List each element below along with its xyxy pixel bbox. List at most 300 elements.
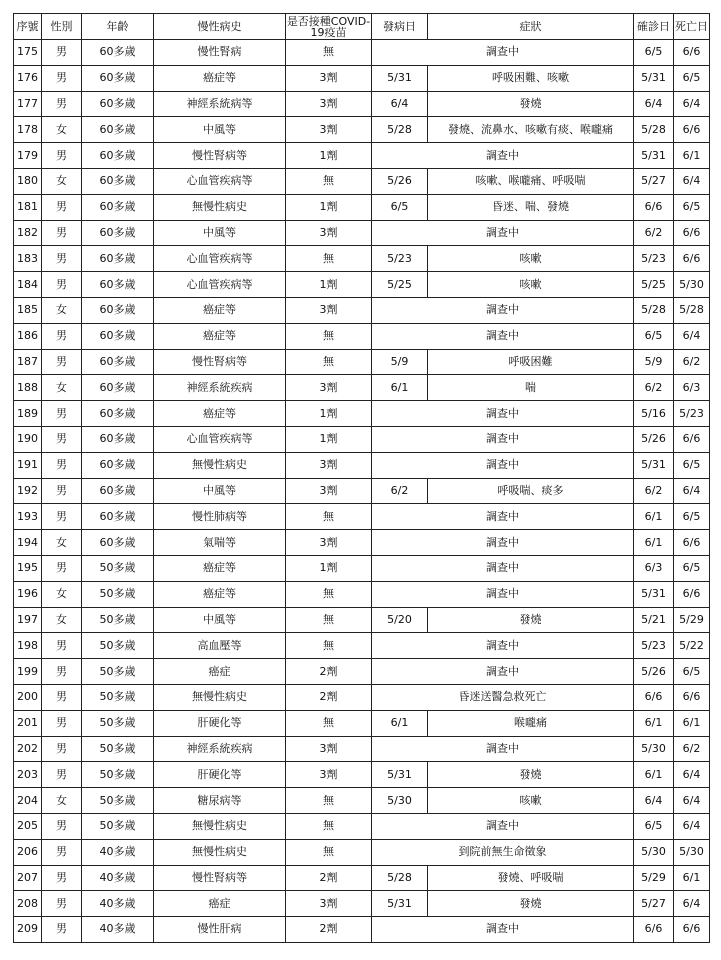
cell-death-date: 6/1 <box>674 865 710 891</box>
table-row <box>14 659 710 685</box>
cell-age: 60多歲 <box>82 220 154 246</box>
table-row <box>14 813 710 839</box>
header-sex: 性別 <box>42 14 82 40</box>
cell-vaccination: 無 <box>286 504 372 530</box>
cell-age: 60多歲 <box>82 452 154 478</box>
cell-death-date: 6/5 <box>674 555 710 581</box>
cell-chronic-history: 癌症等 <box>154 323 286 349</box>
table-row <box>14 555 710 581</box>
cell-age: 50多歲 <box>82 555 154 581</box>
cell-confirmed-date: 5/30 <box>634 736 674 762</box>
cell-serial: 206 <box>14 839 42 865</box>
cell-chronic-history: 癌症 <box>154 891 286 917</box>
cell-death-date: 6/5 <box>674 65 710 91</box>
cell-sex: 女 <box>42 168 82 194</box>
cell-vaccination: 3劑 <box>286 452 372 478</box>
cell-age: 60多歲 <box>82 530 154 556</box>
cell-serial: 189 <box>14 401 42 427</box>
cell-sex: 男 <box>42 684 82 710</box>
cell-vaccination: 3劑 <box>286 375 372 401</box>
cell-death-date: 6/6 <box>674 40 710 66</box>
cell-vaccination: 無 <box>286 323 372 349</box>
cell-sex: 男 <box>42 272 82 298</box>
table-row <box>14 349 710 375</box>
cell-sex: 女 <box>42 607 82 633</box>
table-row <box>14 684 710 710</box>
cell-serial: 185 <box>14 297 42 323</box>
cell-age: 60多歲 <box>82 40 154 66</box>
cell-symptoms: 咳嗽 <box>428 788 634 814</box>
cell-age: 50多歲 <box>82 607 154 633</box>
table-row <box>14 401 710 427</box>
cell-symptoms: 咳嗽 <box>428 272 634 298</box>
cell-chronic-history: 心血管疾病等 <box>154 246 286 272</box>
table-row <box>14 607 710 633</box>
cell-age: 50多歲 <box>82 633 154 659</box>
cell-chronic-history: 心血管疾病等 <box>154 426 286 452</box>
cell-vaccination: 1劑 <box>286 194 372 220</box>
cell-confirmed-date: 5/31 <box>634 581 674 607</box>
cell-serial: 193 <box>14 504 42 530</box>
cell-confirmed-date: 6/2 <box>634 220 674 246</box>
cell-chronic-history: 中風等 <box>154 607 286 633</box>
cell-sex: 男 <box>42 659 82 685</box>
cell-confirmed-date: 5/30 <box>634 839 674 865</box>
cell-symptoms: 到院前無生命徵象 <box>372 839 634 865</box>
cell-symptoms: 調查中 <box>372 220 634 246</box>
cell-serial: 195 <box>14 555 42 581</box>
cell-vaccination: 無 <box>286 246 372 272</box>
cell-symptoms: 調查中 <box>372 426 634 452</box>
cell-vaccination: 1劑 <box>286 401 372 427</box>
cell-vaccination: 3劑 <box>286 478 372 504</box>
cell-symptoms: 調查中 <box>372 659 634 685</box>
cell-confirmed-date: 5/28 <box>634 297 674 323</box>
cell-confirmed-date: 6/6 <box>634 684 674 710</box>
cell-vaccination: 3劑 <box>286 297 372 323</box>
table-row <box>14 839 710 865</box>
cell-serial: 198 <box>14 633 42 659</box>
cell-sex: 男 <box>42 710 82 736</box>
cell-death-date: 6/6 <box>674 581 710 607</box>
cell-vaccination: 1劑 <box>286 272 372 298</box>
table-row <box>14 865 710 891</box>
cell-age: 60多歲 <box>82 504 154 530</box>
cell-sex: 女 <box>42 788 82 814</box>
cell-vaccination: 3劑 <box>286 762 372 788</box>
table-body <box>14 40 710 943</box>
cell-confirmed-date: 6/5 <box>634 40 674 66</box>
cell-serial: 203 <box>14 762 42 788</box>
cell-sex: 男 <box>42 246 82 272</box>
cell-serial: 201 <box>14 710 42 736</box>
cell-symptoms: 發燒、呼吸喘 <box>428 865 634 891</box>
cell-symptoms: 調查中 <box>372 736 634 762</box>
cell-chronic-history: 中風等 <box>154 220 286 246</box>
cell-death-date: 6/4 <box>674 91 710 117</box>
cell-chronic-history: 癌症等 <box>154 401 286 427</box>
cell-sex: 男 <box>42 839 82 865</box>
cell-death-date: 6/2 <box>674 736 710 762</box>
cell-confirmed-date: 6/6 <box>634 917 674 943</box>
cell-symptoms: 調查中 <box>372 581 634 607</box>
cell-death-date: 6/6 <box>674 530 710 556</box>
cell-death-date: 5/23 <box>674 401 710 427</box>
cell-death-date: 6/4 <box>674 168 710 194</box>
cell-chronic-history: 氣喘等 <box>154 530 286 556</box>
cell-symptoms: 調查中 <box>372 555 634 581</box>
cell-sex: 女 <box>42 117 82 143</box>
cell-vaccination: 無 <box>286 168 372 194</box>
cell-chronic-history: 癌症 <box>154 659 286 685</box>
cell-age: 60多歲 <box>82 426 154 452</box>
cell-onset-date: 6/1 <box>372 710 428 736</box>
cell-confirmed-date: 5/31 <box>634 452 674 478</box>
cell-age: 60多歲 <box>82 401 154 427</box>
header-onset-date: 發病日 <box>372 14 428 40</box>
cell-onset-date: 5/9 <box>372 349 428 375</box>
cell-death-date: 6/6 <box>674 246 710 272</box>
cell-vaccination: 3劑 <box>286 891 372 917</box>
cell-death-date: 6/6 <box>674 684 710 710</box>
cell-chronic-history: 心血管疾病等 <box>154 168 286 194</box>
cell-chronic-history: 癌症等 <box>154 297 286 323</box>
cell-vaccination: 1劑 <box>286 143 372 169</box>
cell-death-date: 5/28 <box>674 297 710 323</box>
cell-serial: 204 <box>14 788 42 814</box>
cell-death-date: 6/5 <box>674 452 710 478</box>
death-case-table-container <box>13 13 710 943</box>
cell-sex: 男 <box>42 194 82 220</box>
cell-confirmed-date: 5/16 <box>634 401 674 427</box>
cell-death-date: 6/1 <box>674 143 710 169</box>
cell-age: 60多歲 <box>82 297 154 323</box>
cell-sex: 男 <box>42 865 82 891</box>
cell-age: 40多歲 <box>82 865 154 891</box>
cell-sex: 女 <box>42 375 82 401</box>
cell-age: 60多歲 <box>82 478 154 504</box>
cell-vaccination: 無 <box>286 349 372 375</box>
cell-confirmed-date: 5/27 <box>634 168 674 194</box>
cell-confirmed-date: 5/27 <box>634 891 674 917</box>
table-row <box>14 220 710 246</box>
cell-age: 40多歲 <box>82 839 154 865</box>
cell-confirmed-date: 5/28 <box>634 117 674 143</box>
cell-vaccination: 2劑 <box>286 684 372 710</box>
cell-sex: 男 <box>42 555 82 581</box>
cell-serial: 192 <box>14 478 42 504</box>
cell-chronic-history: 無慢性病史 <box>154 194 286 220</box>
table-row <box>14 530 710 556</box>
cell-vaccination: 1劑 <box>286 426 372 452</box>
cell-age: 60多歲 <box>82 143 154 169</box>
table-row <box>14 91 710 117</box>
cell-symptoms: 喉嚨痛 <box>428 710 634 736</box>
cell-vaccination: 3劑 <box>286 91 372 117</box>
cell-age: 60多歲 <box>82 272 154 298</box>
cell-death-date: 6/5 <box>674 659 710 685</box>
cell-confirmed-date: 6/4 <box>634 91 674 117</box>
cell-death-date: 6/5 <box>674 504 710 530</box>
cell-symptoms: 調查中 <box>372 40 634 66</box>
table-row <box>14 272 710 298</box>
cell-vaccination: 無 <box>286 839 372 865</box>
cell-vaccination: 3劑 <box>286 530 372 556</box>
cell-serial: 205 <box>14 813 42 839</box>
cell-confirmed-date: 6/1 <box>634 762 674 788</box>
cell-chronic-history: 神經系統疾病 <box>154 375 286 401</box>
cell-serial: 182 <box>14 220 42 246</box>
cell-symptoms: 昏迷送醫急救死亡 <box>372 684 634 710</box>
table-row <box>14 736 710 762</box>
cell-confirmed-date: 6/2 <box>634 375 674 401</box>
cell-death-date: 6/4 <box>674 813 710 839</box>
table-row <box>14 891 710 917</box>
header-symptoms: 症狀 <box>428 14 634 40</box>
cell-chronic-history: 慢性肺病等 <box>154 504 286 530</box>
cell-confirmed-date: 5/23 <box>634 246 674 272</box>
cell-age: 60多歲 <box>82 65 154 91</box>
cell-vaccination: 3劑 <box>286 117 372 143</box>
table-row <box>14 117 710 143</box>
cell-serial: 175 <box>14 40 42 66</box>
cell-vaccination: 2劑 <box>286 659 372 685</box>
cell-sex: 男 <box>42 633 82 659</box>
cell-age: 50多歲 <box>82 762 154 788</box>
cell-age: 60多歲 <box>82 91 154 117</box>
cell-chronic-history: 中風等 <box>154 117 286 143</box>
cell-chronic-history: 無慢性病史 <box>154 813 286 839</box>
cell-confirmed-date: 5/26 <box>634 426 674 452</box>
table-row <box>14 452 710 478</box>
cell-serial: 176 <box>14 65 42 91</box>
cell-chronic-history: 癌症等 <box>154 581 286 607</box>
cell-symptoms: 調查中 <box>372 323 634 349</box>
cell-onset-date: 5/23 <box>372 246 428 272</box>
cell-sex: 男 <box>42 401 82 427</box>
cell-death-date: 6/6 <box>674 917 710 943</box>
cell-symptoms: 喘 <box>428 375 634 401</box>
cell-death-date: 6/1 <box>674 710 710 736</box>
cell-age: 50多歲 <box>82 684 154 710</box>
cell-sex: 女 <box>42 297 82 323</box>
header-age: 年齡 <box>82 14 154 40</box>
cell-chronic-history: 慢性腎病等 <box>154 143 286 169</box>
cell-sex: 男 <box>42 504 82 530</box>
cell-symptoms: 調查中 <box>372 917 634 943</box>
cell-chronic-history: 癌症等 <box>154 555 286 581</box>
cell-vaccination: 無 <box>286 710 372 736</box>
cell-symptoms: 調查中 <box>372 297 634 323</box>
cell-sex: 男 <box>42 426 82 452</box>
cell-vaccination: 2劑 <box>286 865 372 891</box>
cell-symptoms: 呼吸困難、咳嗽 <box>428 65 634 91</box>
cell-sex: 男 <box>42 323 82 349</box>
table-row <box>14 633 710 659</box>
cell-sex: 男 <box>42 452 82 478</box>
cell-serial: 208 <box>14 891 42 917</box>
cell-age: 50多歲 <box>82 736 154 762</box>
cell-death-date: 6/5 <box>674 194 710 220</box>
cell-symptoms: 調查中 <box>372 143 634 169</box>
cell-death-date: 6/6 <box>674 426 710 452</box>
cell-sex: 男 <box>42 891 82 917</box>
cell-serial: 199 <box>14 659 42 685</box>
cell-symptoms: 發燒、流鼻水、咳嗽有痰、喉嚨痛 <box>428 117 634 143</box>
cell-serial: 184 <box>14 272 42 298</box>
cell-age: 60多歲 <box>82 168 154 194</box>
cell-symptoms: 呼吸困難 <box>428 349 634 375</box>
table-row <box>14 504 710 530</box>
cell-death-date: 6/6 <box>674 220 710 246</box>
cell-onset-date: 6/4 <box>372 91 428 117</box>
cell-age: 60多歲 <box>82 117 154 143</box>
cell-chronic-history: 癌症等 <box>154 65 286 91</box>
table-row <box>14 323 710 349</box>
cell-onset-date: 5/30 <box>372 788 428 814</box>
cell-symptoms: 調查中 <box>372 633 634 659</box>
cell-symptoms: 發燒 <box>428 891 634 917</box>
cell-serial: 188 <box>14 375 42 401</box>
cell-confirmed-date: 6/5 <box>634 323 674 349</box>
cell-chronic-history: 肝硬化等 <box>154 762 286 788</box>
table-row <box>14 194 710 220</box>
cell-onset-date: 6/1 <box>372 375 428 401</box>
cell-age: 60多歲 <box>82 349 154 375</box>
table-row <box>14 710 710 736</box>
cell-age: 60多歲 <box>82 246 154 272</box>
cell-serial: 177 <box>14 91 42 117</box>
cell-sex: 男 <box>42 143 82 169</box>
cell-chronic-history: 高血壓等 <box>154 633 286 659</box>
cell-serial: 178 <box>14 117 42 143</box>
cell-confirmed-date: 5/26 <box>634 659 674 685</box>
cell-serial: 183 <box>14 246 42 272</box>
cell-serial: 194 <box>14 530 42 556</box>
cell-confirmed-date: 6/6 <box>634 194 674 220</box>
cell-chronic-history: 神經系統疾病 <box>154 736 286 762</box>
cell-serial: 196 <box>14 581 42 607</box>
cell-symptoms: 發燒 <box>428 91 634 117</box>
header-vaccination: 是否接種COVID-19疫苗 <box>286 14 371 39</box>
cell-chronic-history: 無慢性病史 <box>154 684 286 710</box>
cell-death-date: 6/2 <box>674 349 710 375</box>
cell-symptoms: 咳嗽 <box>428 246 634 272</box>
cell-sex: 男 <box>42 762 82 788</box>
cell-confirmed-date: 5/25 <box>634 272 674 298</box>
cell-vaccination: 1劑 <box>286 555 372 581</box>
table-row <box>14 788 710 814</box>
cell-vaccination: 無 <box>286 813 372 839</box>
cell-serial: 200 <box>14 684 42 710</box>
cell-onset-date: 5/31 <box>372 891 428 917</box>
cell-vaccination: 3劑 <box>286 736 372 762</box>
table-row <box>14 917 710 943</box>
cell-age: 40多歲 <box>82 891 154 917</box>
cell-chronic-history: 無慢性病史 <box>154 839 286 865</box>
cell-symptoms: 調查中 <box>372 504 634 530</box>
cell-death-date: 6/4 <box>674 788 710 814</box>
header-serial: 序號 <box>14 14 42 40</box>
cell-symptoms: 呼吸喘、痰多 <box>428 478 634 504</box>
cell-onset-date: 5/26 <box>372 168 428 194</box>
cell-sex: 男 <box>42 478 82 504</box>
cell-vaccination: 無 <box>286 581 372 607</box>
cell-chronic-history: 無慢性病史 <box>154 452 286 478</box>
cell-death-date: 5/30 <box>674 839 710 865</box>
cell-confirmed-date: 6/1 <box>634 530 674 556</box>
table-row <box>14 478 710 504</box>
cell-sex: 男 <box>42 65 82 91</box>
cell-symptoms: 調查中 <box>372 401 634 427</box>
cell-sex: 男 <box>42 736 82 762</box>
cell-chronic-history: 慢性肝病 <box>154 917 286 943</box>
cell-age: 60多歲 <box>82 323 154 349</box>
cell-chronic-history: 慢性腎病等 <box>154 349 286 375</box>
cell-chronic-history: 肝硬化等 <box>154 710 286 736</box>
cell-chronic-history: 慢性腎病 <box>154 40 286 66</box>
cell-age: 60多歲 <box>82 194 154 220</box>
death-case-table <box>13 13 710 943</box>
cell-confirmed-date: 5/9 <box>634 349 674 375</box>
table-row <box>14 375 710 401</box>
cell-serial: 202 <box>14 736 42 762</box>
cell-symptoms: 咳嗽、喉嚨痛、呼吸喘 <box>428 168 634 194</box>
table-row <box>14 246 710 272</box>
cell-serial: 207 <box>14 865 42 891</box>
cell-death-date: 6/4 <box>674 323 710 349</box>
table-row <box>14 426 710 452</box>
cell-death-date: 5/30 <box>674 272 710 298</box>
cell-sex: 男 <box>42 220 82 246</box>
cell-symptoms: 調查中 <box>372 813 634 839</box>
cell-sex: 男 <box>42 813 82 839</box>
cell-sex: 女 <box>42 581 82 607</box>
cell-vaccination: 無 <box>286 788 372 814</box>
header-row <box>14 14 710 40</box>
cell-symptoms: 發燒 <box>428 762 634 788</box>
cell-age: 50多歲 <box>82 813 154 839</box>
cell-death-date: 5/22 <box>674 633 710 659</box>
header-death-date: 死亡日 <box>674 14 710 40</box>
table-row <box>14 581 710 607</box>
cell-serial: 191 <box>14 452 42 478</box>
cell-death-date: 6/3 <box>674 375 710 401</box>
cell-chronic-history: 心血管疾病等 <box>154 272 286 298</box>
cell-confirmed-date: 6/3 <box>634 555 674 581</box>
cell-onset-date: 6/2 <box>372 478 428 504</box>
cell-onset-date: 5/31 <box>372 65 428 91</box>
cell-sex: 女 <box>42 530 82 556</box>
table-row <box>14 297 710 323</box>
cell-confirmed-date: 6/5 <box>634 813 674 839</box>
table-row <box>14 143 710 169</box>
cell-confirmed-date: 5/31 <box>634 143 674 169</box>
header-chronic-history: 慢性病史 <box>154 14 286 40</box>
cell-serial: 197 <box>14 607 42 633</box>
cell-chronic-history: 中風等 <box>154 478 286 504</box>
header-confirmed-date: 確診日 <box>634 14 674 40</box>
cell-confirmed-date: 6/1 <box>634 710 674 736</box>
cell-onset-date: 5/25 <box>372 272 428 298</box>
cell-serial: 179 <box>14 143 42 169</box>
cell-vaccination: 無 <box>286 633 372 659</box>
cell-vaccination: 2劑 <box>286 917 372 943</box>
cell-age: 50多歲 <box>82 788 154 814</box>
cell-age: 40多歲 <box>82 917 154 943</box>
cell-confirmed-date: 5/31 <box>634 65 674 91</box>
cell-onset-date: 5/28 <box>372 865 428 891</box>
